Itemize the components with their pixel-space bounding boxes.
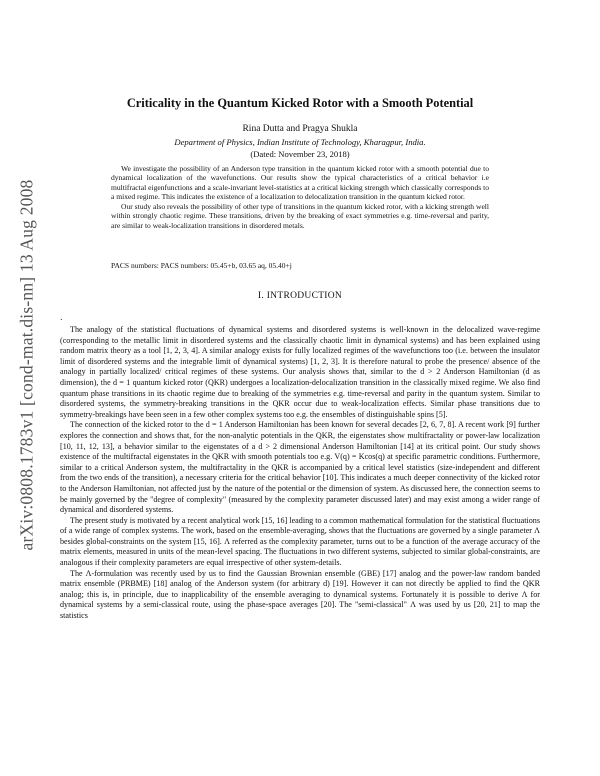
section-heading: I. INTRODUCTION bbox=[257, 291, 343, 301]
pacs-numbers: PACS numbers: PACS numbers: 05.45+b, 03.65 aq, 05.40+j bbox=[111, 261, 292, 270]
abstract-paragraph: We investigate the possibility of an Anderson type transition in the quantum kicked rotor with a smooth potential due to dynamical localization of the wavefunctions. Our results show the typical characteristics of a critical behavior i.e multifractal eigenfunctions and a scale-invariant level-statistics at a critical kicking strength which classically corresponds to a mixed regime. This indicates the existence of a localization to delocalization transition in the quantum kicked rotor. bbox=[111, 164, 489, 202]
date-line: (Dated: November 23, 2018) bbox=[250, 149, 350, 159]
abstract bbox=[111, 164, 489, 230]
body-paragraph: The Λ-formulation was recently used by us to find the Gaussian Brownian ensemble (GBE) [17] analog and the power-law random banded matrix ensemble (PRBME) [18] analog of the Anderson system (for arbitrary d) [19]. However it can not directly be applied to find the QKR analog; this is, in principle, due to inapplicability of the ensemble averaging to dynamical systems. Fortunately it is possible to derive Λ for dynamical systems by a semi-classical route, using the phase-space averages [20]. The "semi-classical" Λ was used by us [20, 21] to map the statistics bbox=[60, 568, 540, 621]
authors: Rina Dutta and Pragya Shukla bbox=[242, 124, 358, 134]
body-paragraph: The connection of the kicked rotor to the d = 1 Anderson Hamiltonian has been known for several decades [2, 6, 7, 8]. A recent work [9] further explores the connection and shows that, for the non-analytic potentials in the QKR, the eigenstates show multifractality or power-law localization [10, 11, 12, 13], a behavior similar to the eigenstates of a d > 2 dimensional Anderson Hamiltonian [14] at its critical point. Our study shows existence of the multifractal eigenstates in the QKR with smooth potentials too e.g. V(q) = Kcos(q) at specific parametric conditions. Furthermore, similar to a critical Anderson system, the multifractality in the QKR is accompanied by a critical level statistics (size-independent and different from the two ends of the transition), a necessary criteria for the critical behavior [10]. This indicates a much deeper connectivity of the kicked rotor to the Anderson Hamiltonian, not affected just by the nature of the potential or the dimension of system. As discussed here, the connection seems to be mainly governed by the "degree of complexity" (measured by the complexity parameter discussed later) and may exist among a wider range of dynamical and disordered systems. bbox=[60, 420, 540, 515]
affiliation: Department of Physics, Indian Institute of Technology, Kharagpur, India. bbox=[174, 137, 426, 147]
body-paragraph: The analogy of the statistical fluctuations of dynamical systems and disordered systems is well-known in the delocalized wave-regime (corresponding to the metallic limit in disordered systems and the classically chaotic limit in dynamical systems) and has been explained using random matrix theory as a tool [1, 2, 3, 4]. A similar analogy exists for fully localized regimes of the wavefunctions too (i.e. between the insulator limit of disordered systems and the integrable limit of dynamical systems) [1, 2, 3]. It is therefore natural to probe the presence/ absence of the analogy in partially localized/ critical regimes of these systems. Our analysis shows that, similar to the d > 2 Anderson Hamiltonian (d as dimension), the d = 1 quantum kicked rotor (QKR) undergoes a localization-delocalization transition in the classically mixed regime. We also find quantum phase transitions in its chaotic regime due to breaking of the symmetries e.g. time-reversal and parity in the quantum system. Similar to disordered systems, the symmetry-breaking transitions in the QKR occur due to weak-localization effects. Similar phase transitions due to symmetry-breakings have been seen in a few other complex systems too e.g. the ensembles of distinguishable spins [5]. bbox=[60, 325, 540, 419]
body-paragraph: The present study is motivated by a recent analytical work [15, 16] leading to a common mathematical formulation for the statistical fluctuations of a wide range of complex systems. The work, based on the ensemble-averaging, shows that the fluctuations are governed by a single parameter Λ besides global-constraints on the system [15, 16]. Λ referred as the complexity parameter, turns out to be a function of the average accuracy of the matrix elements, measured in units of the mean-level spacing. The fluctuations in two different systems, subjected to similar global-constraints, are analogous if their complexity parameters are equal irrespective of other system-details. bbox=[60, 515, 540, 568]
paper-title: Criticality in the Quantum Kicked Rotor with a Smooth Potential bbox=[126, 96, 474, 110]
arxiv-id: arXiv:0808.1783v1 [cond-mat.dis-nn] 13 Aug 2008 bbox=[16, 179, 37, 551]
stray-mark: . bbox=[60, 313, 63, 322]
body-text bbox=[60, 325, 540, 622]
arxiv-stamp bbox=[12, 150, 42, 580]
abstract-paragraph: Our study also reveals the possibility of other type of transitions in the quantum kicked rotor, with a kicking strength well within strongly chaotic regime. These transitions, driven by the breaking of exact symmetries e.g. time-reversal and parity, are similar to weak-localization transitions in disordered metals. bbox=[111, 201, 489, 230]
